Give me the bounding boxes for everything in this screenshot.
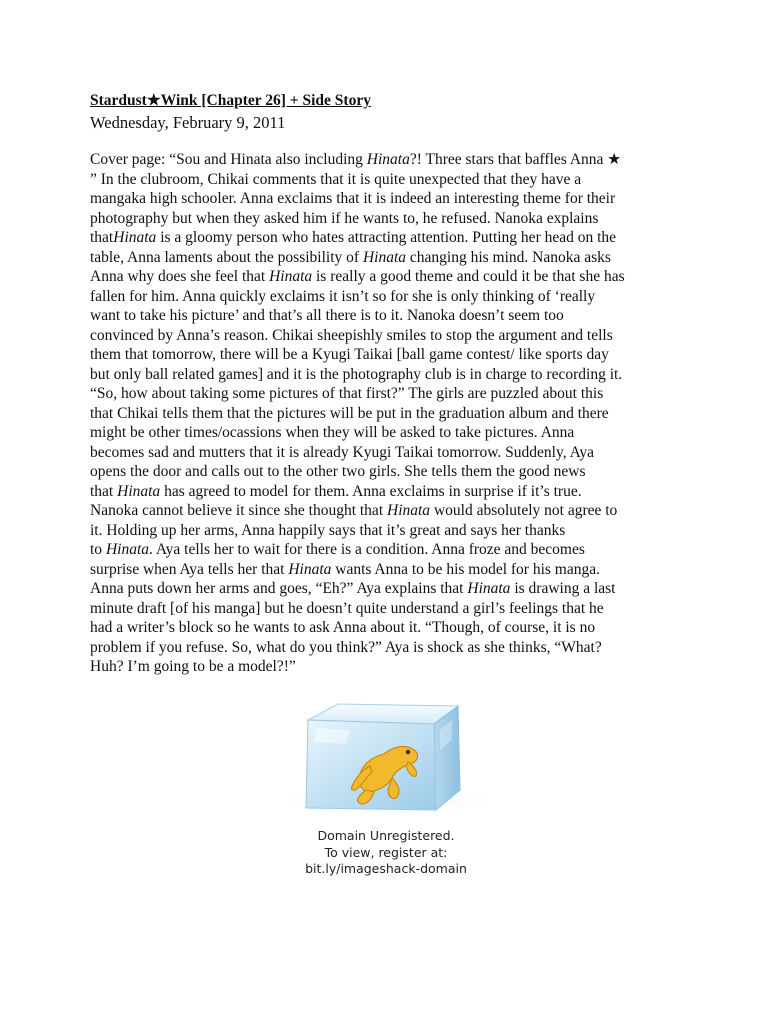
caption-line: Domain Unregistered. [317, 828, 455, 843]
body-line: had a writer’s block so he wants to ask Anna about it. “Though, of course, it is no [90, 619, 596, 636]
body-line: to Hinata. Aya tells her to wait for there is a condition. Anna froze and becomes [90, 541, 585, 558]
unregistered-domain-image [268, 700, 504, 830]
italic-name: Hinata [117, 482, 161, 500]
italic-name: Hinata [467, 580, 511, 597]
body-line: surprise when Aya tells her that Hinata wants Anna to be his model for his manga. [90, 560, 600, 578]
body-line: that Chikai tells them that the pictures will be put in the graduation album and there [90, 404, 609, 422]
italic-name: Hinata [105, 541, 149, 558]
italic-name: Hinata [269, 268, 313, 285]
body-line: but only ball related games] and it is the photography club is in charge to recording it. [90, 365, 623, 383]
body-line: that Hinata has agreed to model for them. Anna exclaims in surprise if it’s true. [90, 482, 582, 500]
body-line: them that tomorrow, there will be a Kyugi Taikai [ball game contest/ like sports day [90, 346, 609, 363]
post-title: Stardust★Wink [Chapter 26] + Side Story [90, 92, 371, 109]
body-line: Cover page: “Sou and Hinata also including Hinata?! Three stars that baffles Anna ★ [90, 151, 622, 168]
italic-name: Hinata [113, 229, 157, 246]
body-line: ” In the clubroom, Chikai comments that it is quite unexpected that they have a [90, 170, 582, 188]
body-line: Nanoka cannot believe it since she thought that Hinata would absolutely not agree to [90, 502, 618, 519]
body-line: thatHinata is a gloomy person who hates attracting attention. Putting her head on the [90, 229, 617, 246]
body-line: opens the door and calls out to the other two girls. She tells them the good news [90, 463, 586, 480]
body-line: want to take his picture’ and that’s all there is to it. Nanoka doesn’t seem too [90, 307, 564, 324]
body-line: fallen for him. Anna quickly exclaims it isn’t so for she is only thinking of ‘really [90, 287, 596, 305]
body-line: might be other times/ocassions when they will be asked to take pictures. Anna [90, 424, 575, 441]
body-line: Anna puts down her arms and goes, “Eh?” Aya explains that Hinata is drawing a last [90, 580, 616, 597]
body-line: “So, how about taking some pictures of that first?” The girls are puzzled about this [90, 385, 604, 402]
post-body [90, 150, 690, 677]
body-line: problem if you refuse. So, what do you think?” Aya is shock as she thinks, “What? [90, 638, 602, 656]
body-line: becomes sad and mutters that it is already Kyugi Taikai tomorrow. Suddenly, Aya [90, 443, 595, 461]
caption-line: To view, register at: [324, 844, 448, 860]
body-line: minute draft [of his manga] but he doesn’t quite understand a girl’s feelings that he [90, 599, 604, 617]
caption-line: bit.ly/imageshack-domain [305, 861, 467, 876]
body-line: convinced by Anna’s reason. Chikai sheepishly smiles to stop the argument and tells [90, 326, 613, 344]
italic-name: Hinata [362, 248, 406, 266]
italic-name: Hinata [366, 151, 410, 168]
image-caption [266, 828, 506, 878]
frog-in-ice-cube-icon [268, 700, 504, 830]
body-line: table, Anna laments about the possibility of Hinata changing his mind. Nanoka asks [90, 248, 611, 266]
italic-name: Hinata [387, 502, 431, 519]
body-line: Huh? I’m going to be a model?!” [90, 658, 296, 675]
body-line: mangaka high schooler. Anna exclaims that it is indeed an interesting theme for their [90, 190, 616, 207]
body-line: photography but when they asked him if he wants to, he refused. Nanoka explains [90, 209, 599, 227]
post-date: Wednesday, February 9, 2011 [90, 113, 286, 132]
body-line: it. Holding up her arms, Anna happily says that it’s great and says her thanks [90, 521, 566, 539]
body-line: Anna why does she feel that Hinata is really a good theme and could it be that she has [90, 268, 625, 285]
italic-name: Hinata [288, 560, 332, 578]
